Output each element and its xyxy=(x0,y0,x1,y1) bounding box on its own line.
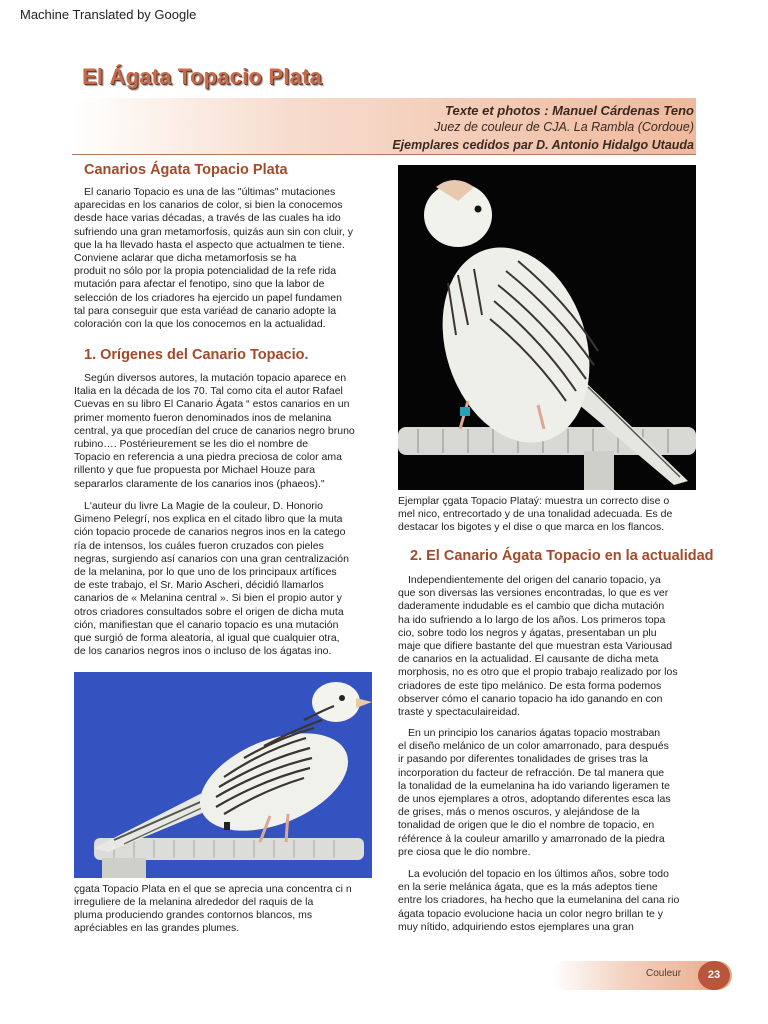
page-number-badge: 23 xyxy=(698,961,730,990)
caption-right: Ejemplar çgata Topacio Plataý: muestra un correcto dise o mel nico, entrecortado y de una tonalidad adecuada. Es de destacar los bigotes y el dise o que marca en los flancos. xyxy=(398,495,673,533)
canary-blue-illustration xyxy=(74,672,372,878)
photo-canary-black xyxy=(398,165,696,490)
machine-translation-notice: Machine Translated by Google xyxy=(20,7,197,22)
paragraph-origenes: Según diversos autores, la mutación topacio aparece en Italia en la década de los 70. Tal como cita el autor Rafael Cuevas en su libro El Canario Ágata “ estos canarios en un primer momento fueron denominados inos de melanina central, ya que procedían del cruce de canarios negro bruno rubino…. Postérieurement se les dio el nombre de Topacio en referencia a una piedra preciosa de color ama rillento y que fue propuesta por Michael Houze para separarlos claramente de los canarios inos (phaeos)." xyxy=(74,372,355,490)
canary-black-illustration xyxy=(398,165,696,490)
credit-specimens: Ejemplares cedidos par D. Antonio Hidalgo Utauda xyxy=(392,138,694,152)
paragraph-intro: El canario Topacio es una de las "últimas" mutaciones aparecidas en los canarios de color, si bien la conocemos desde hace varias décadas, a través de las cuales ha ido sufriendo una gran metamorfosis, quizás aun sin con cluir, y que la ha llevado hasta el aspecto que actualmen te tiene. Conviene aclarar que dicha metamorfosis se ha produit no sólo por la propia potencialidad de la refe rida mutación para afectar el fenotipo, sino que la labor de selección de los criadores ha ejercido un papel fundamen tal para conseguir que esta variéad de canario adopte la coloración con la que los conocemos en la actualidad. xyxy=(74,186,353,331)
credit-author: Texte et photos : Manuel Cárdenas Teno xyxy=(445,103,694,118)
header-divider xyxy=(72,154,696,155)
paragraph-actualidad: Independientemente del origen del canario topacio, ya que son diversas las versiones encontradas, lo que es ver daderamente indudable es el cambio que dicha mutación ha ido sufriendo a lo largo de los años. Los primeros topa cio, sobre todo los negros y ágatas, presentaban un plu maje que difiere bastante del que muestran esta Variousad de canarios en la actualidad. El causante de dicha meta morphosis, no es otro que el propio trabajo realizado por los criadores de este tipo melánico. De esta forma podemos observer cómo el canario topacio ha ido ganando en con traste y spectaculaireidad. xyxy=(398,574,678,719)
caption-left: çgata Topacio Plata en el que se aprecia una concentra ci n irreguliere de la melanina alrededor del raquis de la pluma produciendo grandes contornos blancos, ms apréciables en las grandes plumes. xyxy=(74,883,352,934)
heading-origenes: 1. Orígenes del Canario Topacio. xyxy=(84,347,309,363)
paragraph-magie: L'auteur du livre La Magie de la couleur, D. Honorio Gimeno Pelegrí, nos explica en el citado libro que la muta ción topacio procede de canarios negros inos en la catego ría de intensos, los cuáles fueron cruzados con pieles negras, surgiendo así canarios con una gran centralización de la melanina, por lo que uno de los principaux artífices de este trabajo, el Sr. Mario Ascheri, décidió llamarlos canarios de « Melanina central ». Si bien el propio autor y otros criadores consultados sobre el origen de dicha muta ción, manifiestan que el canario topacio es una mutación que surgió de forma aleatoria, al igual que cualquier otra, de los canarios negros inos o incluso de los ágatas ino. xyxy=(74,500,349,658)
credit-role: Juez de couleur de CJA. La Rambla (Cordoue) xyxy=(434,120,694,134)
footer-section-label: Couleur xyxy=(646,968,682,979)
paragraph-principio: En un principio los canarios ágatas topacio mostraban el diseño melánico de un color amarronado, para después ir pasando por diferentes tonalidades de grises tras la incorporation du facteur de refracción. De tal manera que la tonalidad de la eumelanina ha ido variando ligeramen te de unos ejemplares a otros, adoptando diferentes esca las de grises, más o menos oscuros, y alejándose de la tonalidad de origen que le dio el nombre de topacio, en référence à la couleur amarillo y amarronado de la piedra pre ciosa que le dio nombre. xyxy=(398,727,671,858)
article-title: El Ágata Topacio Plata xyxy=(82,64,322,89)
photo-canary-blue xyxy=(74,672,372,878)
paragraph-evolucion: La evolución del topacio en los últimos años, sobre todo en la serie melánica ágata, que es la más adeptos tiene entre los criadores, ha hecho que la eumelanina del cana rio ágata topacio evolucione hacia un color negro brillan te y muy nítido, adquiriendo estos ejemplares una gran xyxy=(398,868,680,933)
heading-canarios: Canarios Ágata Topacio Plata xyxy=(84,162,288,178)
heading-actualidad: 2. El Canario Ágata Topacio en la actualidad xyxy=(410,548,714,564)
